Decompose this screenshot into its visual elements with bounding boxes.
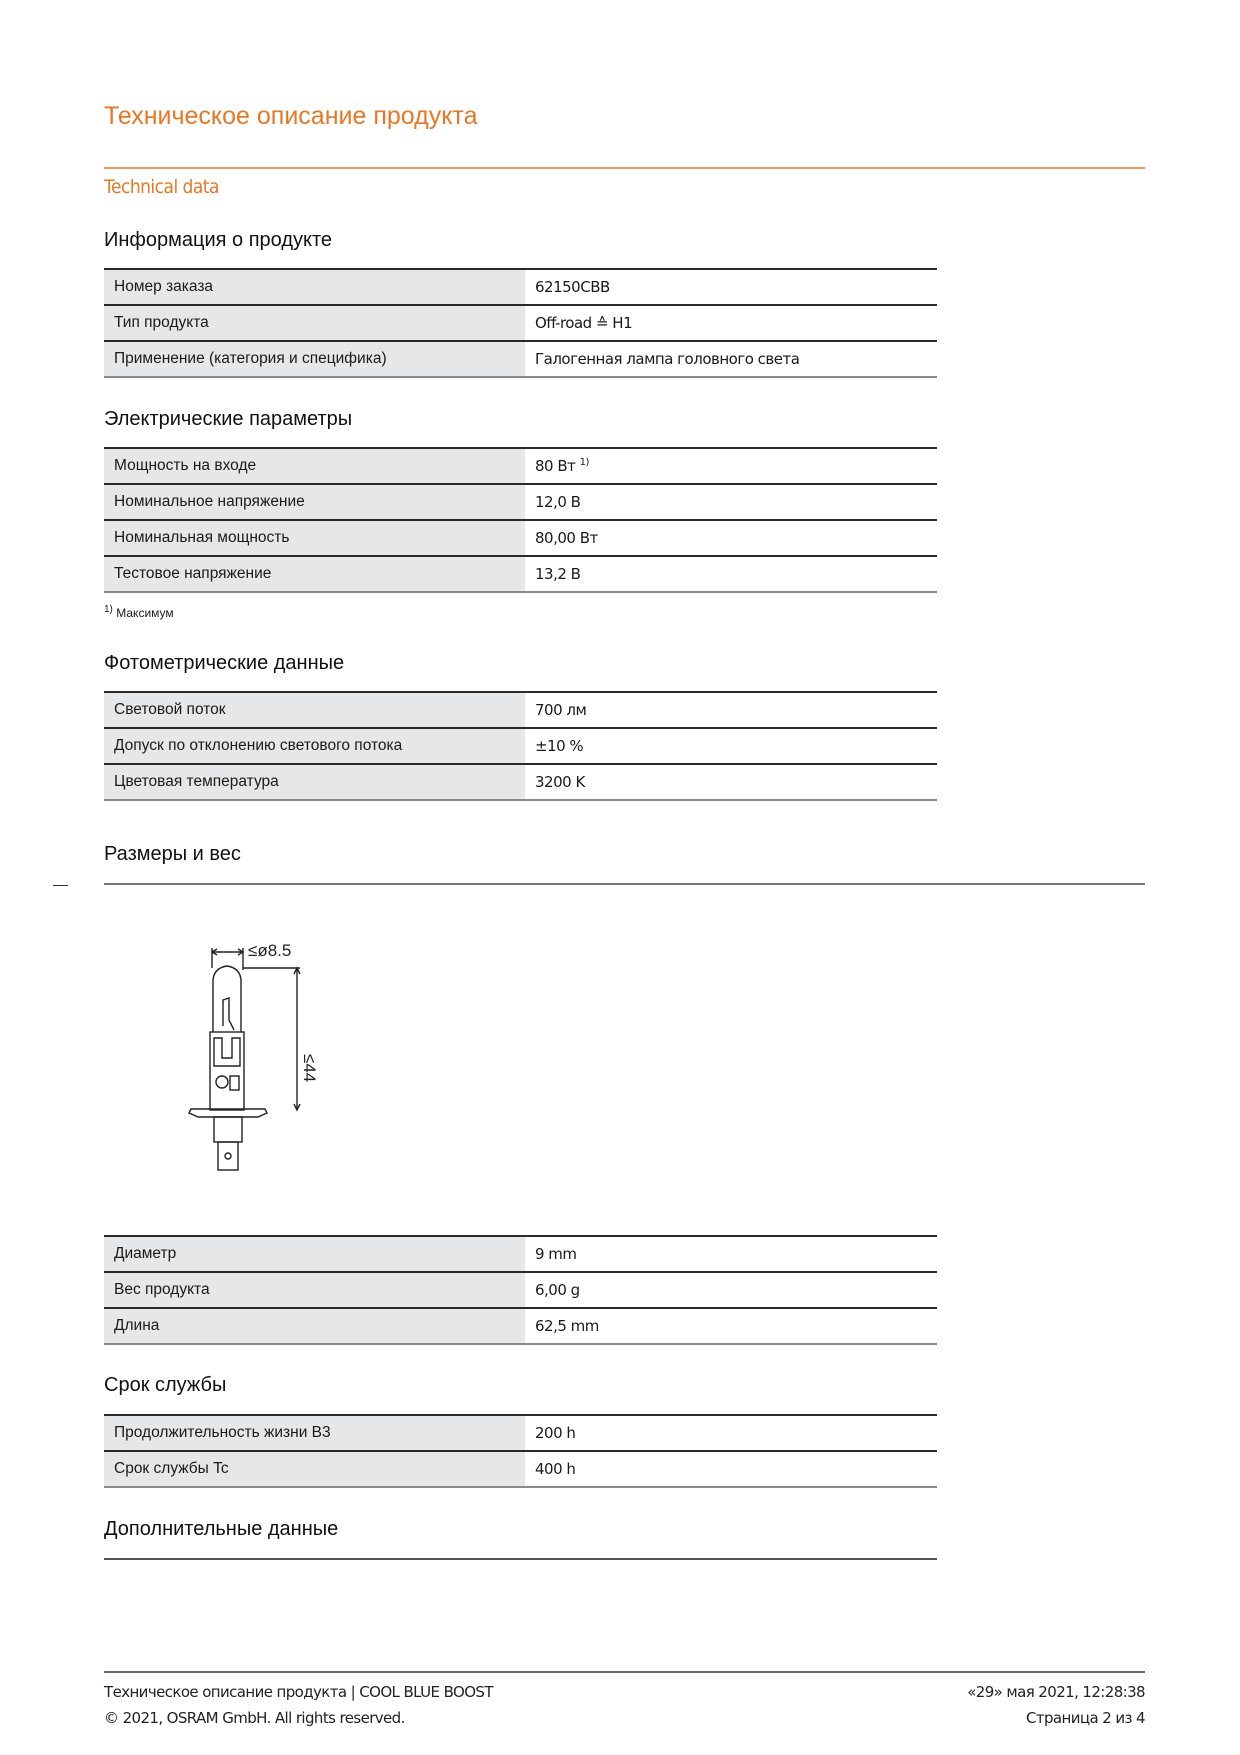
row-label: Продолжительность жизни B3: [104, 1415, 525, 1451]
row-label: Цветовая температура: [104, 764, 525, 800]
section-heading-photometric: Фотометрические данные: [104, 652, 345, 674]
table-row: [104, 448, 937, 484]
row-value-text: 80,00 Вт: [535, 529, 598, 547]
lamp-dimension-diagram: [170, 930, 330, 1180]
title-divider: [104, 167, 1145, 169]
row-value: [525, 1308, 937, 1344]
row-label: Срок службы Tc: [104, 1451, 525, 1487]
row-value: [525, 556, 937, 592]
row-value: [525, 305, 937, 341]
electrical-table: [104, 447, 937, 593]
additional-divider: [104, 1558, 937, 1560]
row-value-text: 9 mm: [535, 1245, 577, 1263]
footnote-text: Максимум: [116, 606, 174, 620]
table-row: [104, 556, 937, 592]
footer-divider: [104, 1671, 1145, 1673]
row-value-text: 62,5 mm: [535, 1317, 599, 1335]
row-value-text: ±10 %: [535, 737, 584, 755]
table-row: [104, 520, 937, 556]
row-value-text: 400 h: [535, 1460, 576, 1478]
row-value-text: 700 лм: [535, 701, 587, 719]
table-row: [104, 1308, 937, 1344]
row-value: [525, 692, 937, 728]
row-value: [525, 520, 937, 556]
row-value-text: Галогенная лампа головного света: [535, 350, 800, 368]
section-heading-dimensions: Размеры и вес: [104, 843, 241, 865]
row-value: [525, 1272, 937, 1308]
row-label: Номинальное напряжение: [104, 484, 525, 520]
section-heading-lifespan: Срок службы: [104, 1374, 227, 1396]
footnote-reference: 1): [579, 457, 589, 468]
section-heading-electrical: Электрические параметры: [104, 408, 353, 430]
row-label: Вес продукта: [104, 1272, 525, 1308]
footer-doc-title: Техническое описание продукта | COOL BLUE BOOST: [104, 1683, 493, 1701]
row-value: [525, 728, 937, 764]
table-row: [104, 1272, 937, 1308]
footer-datetime: «29» мая 2021, 12:28:38: [967, 1683, 1145, 1701]
diameter-label: ≤ø8.5: [248, 941, 292, 960]
footer-page-number: Страница 2 из 4: [1026, 1709, 1145, 1727]
row-label: Номер заказа: [104, 269, 525, 305]
row-value: [525, 1451, 937, 1487]
row-value: [525, 764, 937, 800]
section-heading-additional: Дополнительные данные: [104, 1518, 339, 1540]
row-value: [525, 269, 937, 305]
row-value: [525, 484, 937, 520]
page-subtitle: Technical data: [104, 176, 219, 198]
footer-copyright: © 2021, OSRAM GmbH. All rights reserved.: [104, 1709, 405, 1727]
table-row: [104, 269, 937, 305]
row-value-text: 80 Вт: [535, 457, 576, 475]
row-value-text: 13,2 В: [535, 565, 581, 583]
table-row: [104, 305, 937, 341]
section-heading-product-info: Информация о продукте: [104, 229, 333, 251]
row-value: [525, 341, 937, 377]
table-row: [104, 484, 937, 520]
margin-mark: [53, 885, 68, 886]
table-row: [104, 728, 937, 764]
table-row: [104, 1236, 937, 1272]
row-value: [525, 448, 937, 484]
row-value-text: 62150CBB: [535, 278, 610, 296]
row-value-text: 200 h: [535, 1424, 576, 1442]
product-info-table: [104, 268, 937, 378]
row-value-text: 12,0 В: [535, 493, 581, 511]
row-label: Тестовое напряжение: [104, 556, 525, 592]
dimensions-table: [104, 1235, 937, 1345]
footnote: [104, 604, 174, 620]
row-value: [525, 1415, 937, 1451]
table-row: [104, 1451, 937, 1487]
row-label: Номинальная мощность: [104, 520, 525, 556]
length-label: ≤44: [300, 1054, 319, 1083]
table-row: [104, 341, 937, 377]
row-value-text: 3200 K: [535, 773, 585, 791]
row-value-text: 6,00 g: [535, 1281, 580, 1299]
table-row: [104, 692, 937, 728]
row-label: Световой поток: [104, 692, 525, 728]
row-label: Применение (категория и специфика): [104, 341, 525, 377]
row-label: Мощность на входе: [104, 448, 525, 484]
table-row: [104, 1415, 937, 1451]
row-label: Тип продукта: [104, 305, 525, 341]
table-row: [104, 764, 937, 800]
footnote-mark: 1): [104, 604, 113, 615]
row-label: Допуск по отклонению светового потока: [104, 728, 525, 764]
row-label: Диаметр: [104, 1236, 525, 1272]
lifespan-table: [104, 1414, 937, 1488]
row-value-text: Off-road ≙ H1: [535, 314, 633, 332]
row-label: Длина: [104, 1308, 525, 1344]
page-title: Техническое описание продукта: [104, 102, 478, 130]
dimensions-divider: [104, 883, 1145, 885]
photometric-table: [104, 691, 937, 801]
row-value: [525, 1236, 937, 1272]
